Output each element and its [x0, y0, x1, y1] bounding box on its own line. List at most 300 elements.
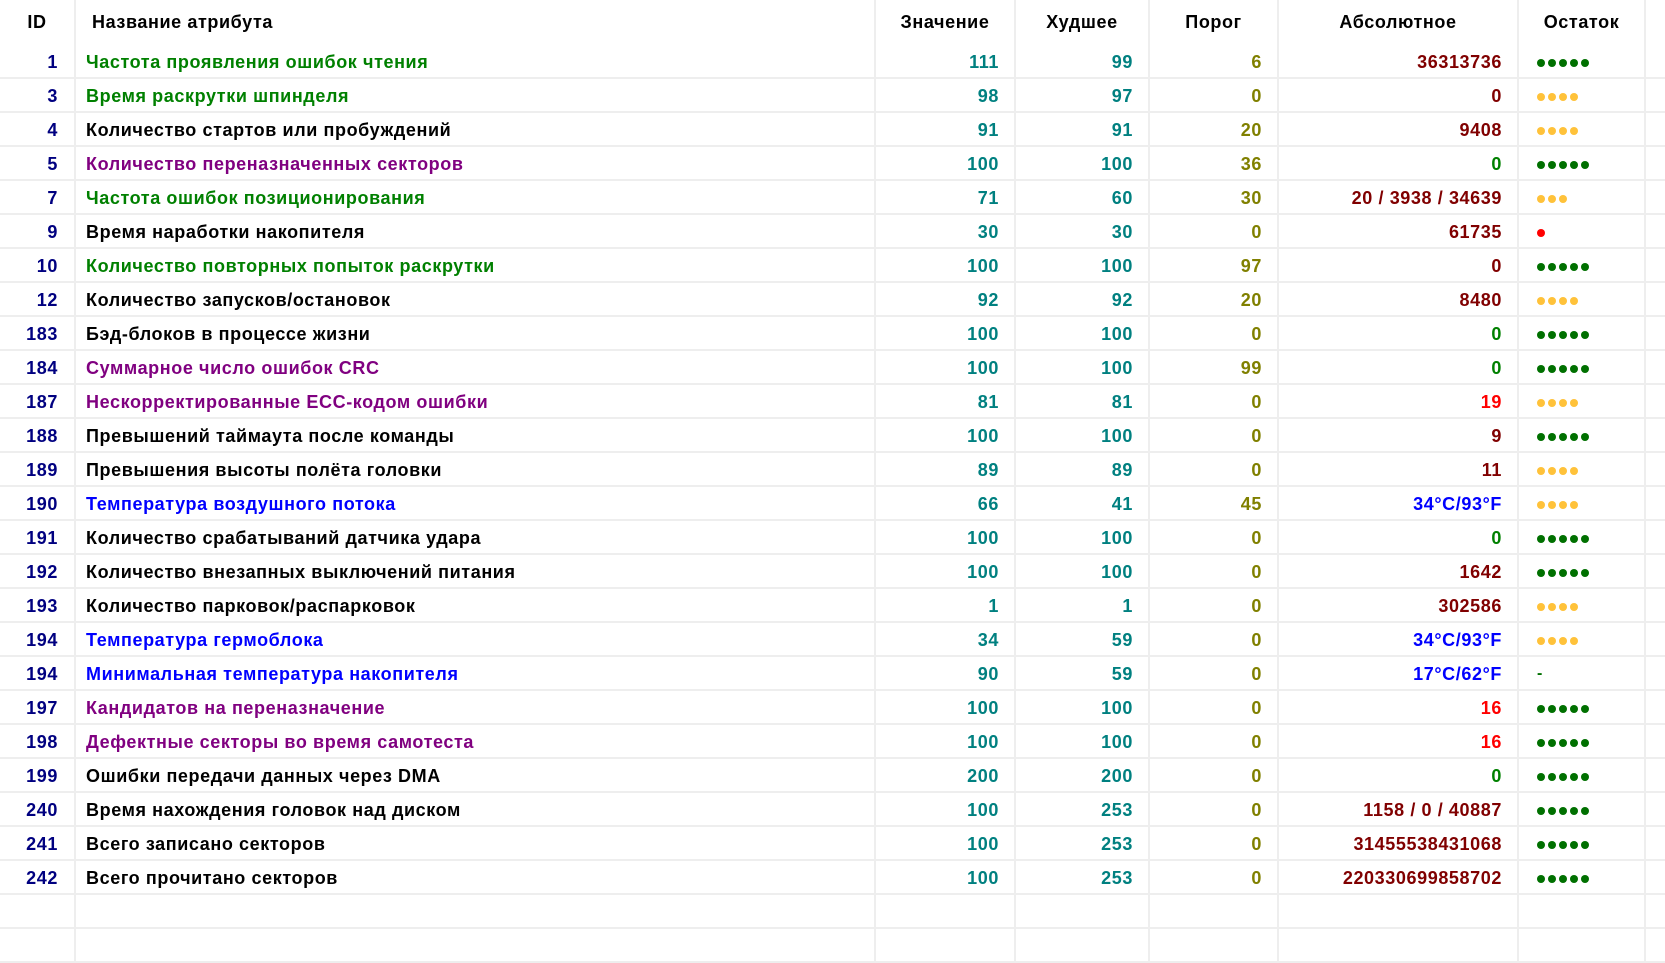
row-filler — [1646, 249, 1665, 283]
table-row[interactable] — [0, 283, 1665, 317]
health-dot-icon — [1537, 263, 1545, 271]
attribute-name: Всего прочитано секторов — [76, 861, 876, 895]
table-row[interactable] — [0, 861, 1665, 895]
health-dot-icon — [1570, 331, 1578, 339]
attribute-raw: 9 — [1279, 419, 1519, 453]
health-dot-icon — [1581, 569, 1589, 577]
health-dot-icon — [1548, 875, 1556, 883]
health-dot-icon — [1581, 875, 1589, 883]
attribute-name: Превышения высоты полёта головки — [76, 453, 876, 487]
attribute-id: 194 — [0, 623, 76, 657]
attribute-threshold: 0 — [1150, 827, 1279, 861]
attribute-threshold: 6 — [1150, 45, 1279, 79]
attribute-name: Всего записано секторов — [76, 827, 876, 861]
row-filler — [1646, 555, 1665, 589]
column-header-filler — [1646, 0, 1665, 45]
attribute-id: 197 — [0, 691, 76, 725]
table-row[interactable] — [0, 45, 1665, 79]
health-dot-icon — [1537, 433, 1545, 441]
attribute-worst: 1 — [1016, 589, 1150, 623]
table-row[interactable] — [0, 725, 1665, 759]
attribute-id: 184 — [0, 351, 76, 385]
attribute-remaining — [1519, 725, 1646, 759]
table-row[interactable] — [0, 793, 1665, 827]
health-dot-icon — [1570, 59, 1578, 67]
health-dot-icon — [1559, 705, 1567, 713]
health-dot-icon — [1548, 739, 1556, 747]
health-dot-icon — [1581, 535, 1589, 543]
health-dot-icon — [1559, 467, 1567, 475]
attribute-value: 90 — [876, 657, 1016, 691]
attribute-id: 241 — [0, 827, 76, 861]
attribute-worst: 99 — [1016, 45, 1150, 79]
attribute-worst: 100 — [1016, 147, 1150, 181]
attribute-name: Количество стартов или пробуждений — [76, 113, 876, 147]
attribute-raw: 16 — [1279, 691, 1519, 725]
health-dot-icon — [1570, 807, 1578, 815]
health-dot-icon — [1581, 365, 1589, 373]
attribute-id: 3 — [0, 79, 76, 113]
health-dot-icon — [1581, 807, 1589, 815]
attribute-id: 5 — [0, 147, 76, 181]
empty-cell — [1016, 895, 1150, 929]
attribute-threshold: 0 — [1150, 385, 1279, 419]
health-dot-icon — [1570, 569, 1578, 577]
attribute-remaining — [1519, 521, 1646, 555]
health-dot-icon — [1581, 161, 1589, 169]
attribute-raw: 302586 — [1279, 589, 1519, 623]
attribute-worst: 97 — [1016, 79, 1150, 113]
table-row[interactable] — [0, 249, 1665, 283]
table-row[interactable] — [0, 521, 1665, 555]
health-dot-icon — [1559, 841, 1567, 849]
attribute-id: 10 — [0, 249, 76, 283]
health-dot-icon — [1559, 875, 1567, 883]
empty-row — [0, 929, 1665, 963]
attribute-remaining — [1519, 419, 1646, 453]
attribute-worst: 41 — [1016, 487, 1150, 521]
health-dot-icon — [1548, 161, 1556, 169]
health-dot-icon — [1537, 59, 1545, 67]
row-filler — [1646, 181, 1665, 215]
row-filler — [1646, 215, 1665, 249]
health-dot-icon — [1548, 93, 1556, 101]
attribute-remaining — [1519, 759, 1646, 793]
attribute-value: 66 — [876, 487, 1016, 521]
empty-cell — [1016, 929, 1150, 963]
empty-cell — [1279, 895, 1519, 929]
attribute-raw: 9408 — [1279, 113, 1519, 147]
health-dot-icon — [1537, 841, 1545, 849]
attribute-threshold: 0 — [1150, 759, 1279, 793]
attribute-remaining — [1519, 45, 1646, 79]
attribute-name: Количество парковок/распарковок — [76, 589, 876, 623]
attribute-remaining — [1519, 487, 1646, 521]
attribute-name: Количество повторных попыток раскрутки — [76, 249, 876, 283]
row-filler — [1646, 725, 1665, 759]
attribute-raw: 220330699858702 — [1279, 861, 1519, 895]
attribute-value: 89 — [876, 453, 1016, 487]
health-dot-icon — [1537, 93, 1545, 101]
attribute-raw: 20 / 3938 / 34639 — [1279, 181, 1519, 215]
attribute-id: 199 — [0, 759, 76, 793]
health-dot-icon — [1548, 467, 1556, 475]
attribute-value: 100 — [876, 317, 1016, 351]
attribute-raw: 1642 — [1279, 555, 1519, 589]
attribute-threshold: 0 — [1150, 861, 1279, 895]
attribute-id: 9 — [0, 215, 76, 249]
attribute-raw: 0 — [1279, 759, 1519, 793]
health-dot-icon — [1537, 603, 1545, 611]
attribute-worst: 253 — [1016, 861, 1150, 895]
attribute-id: 192 — [0, 555, 76, 589]
attribute-threshold: 99 — [1150, 351, 1279, 385]
health-dot-icon — [1581, 263, 1589, 271]
health-dot-icon — [1537, 569, 1545, 577]
attribute-threshold: 36 — [1150, 147, 1279, 181]
table-row[interactable] — [0, 215, 1665, 249]
table-row[interactable] — [0, 487, 1665, 521]
attribute-value: 200 — [876, 759, 1016, 793]
attribute-remaining — [1519, 147, 1646, 181]
column-header-value[interactable]: Значение — [876, 0, 1016, 45]
attribute-id: 198 — [0, 725, 76, 759]
attribute-remaining — [1519, 317, 1646, 351]
attribute-threshold: 30 — [1150, 181, 1279, 215]
health-dot-icon — [1559, 93, 1567, 101]
health-dot-icon — [1559, 263, 1567, 271]
health-dot-icon — [1559, 433, 1567, 441]
health-dot-icon — [1548, 59, 1556, 67]
attribute-remaining — [1519, 351, 1646, 385]
table-row[interactable] — [0, 691, 1665, 725]
health-dot-icon — [1537, 297, 1545, 305]
attribute-worst: 100 — [1016, 555, 1150, 589]
attribute-threshold: 0 — [1150, 317, 1279, 351]
row-filler — [1646, 453, 1665, 487]
attribute-remaining — [1519, 385, 1646, 419]
attribute-worst: 59 — [1016, 623, 1150, 657]
attribute-worst: 100 — [1016, 249, 1150, 283]
table-row[interactable] — [0, 453, 1665, 487]
attribute-id: 4 — [0, 113, 76, 147]
health-dot-icon — [1570, 501, 1578, 509]
attribute-name: Количество срабатываний датчика удара — [76, 521, 876, 555]
health-dot-icon — [1581, 331, 1589, 339]
attribute-id: 7 — [0, 181, 76, 215]
attribute-value: 71 — [876, 181, 1016, 215]
health-dot-icon — [1559, 331, 1567, 339]
row-filler — [1646, 79, 1665, 113]
table-row[interactable] — [0, 113, 1665, 147]
attribute-worst: 253 — [1016, 827, 1150, 861]
health-dot-icon — [1581, 773, 1589, 781]
health-dot-icon — [1559, 297, 1567, 305]
row-filler — [1646, 827, 1665, 861]
empty-cell — [0, 929, 76, 963]
health-dot-icon — [1559, 807, 1567, 815]
attribute-value: 100 — [876, 147, 1016, 181]
attribute-raw: 31455538431068 — [1279, 827, 1519, 861]
row-filler — [1646, 419, 1665, 453]
attribute-name: Количество внезапных выключений питания — [76, 555, 876, 589]
row-filler — [1646, 691, 1665, 725]
attribute-id: 240 — [0, 793, 76, 827]
health-dot-icon — [1548, 535, 1556, 543]
attribute-id: 12 — [0, 283, 76, 317]
table-row[interactable] — [0, 827, 1665, 861]
health-dot-icon — [1537, 501, 1545, 509]
attribute-name: Частота проявления ошибок чтения — [76, 45, 876, 79]
empty-cell — [1150, 929, 1279, 963]
attribute-worst: 30 — [1016, 215, 1150, 249]
health-dot-icon — [1548, 603, 1556, 611]
health-dot-icon — [1570, 739, 1578, 747]
attribute-worst: 100 — [1016, 725, 1150, 759]
attribute-name: Бэд-блоков в процессе жизни — [76, 317, 876, 351]
attribute-raw: 0 — [1279, 317, 1519, 351]
health-dot-icon — [1548, 807, 1556, 815]
health-dot-icon — [1581, 739, 1589, 747]
row-filler — [1646, 657, 1665, 691]
health-dot-icon — [1559, 739, 1567, 747]
attribute-remaining — [1519, 453, 1646, 487]
health-dot-icon — [1548, 331, 1556, 339]
table-row[interactable] — [0, 759, 1665, 793]
health-dot-icon — [1570, 433, 1578, 441]
attribute-name: Суммарное число ошибок CRC — [76, 351, 876, 385]
health-dot-icon — [1548, 433, 1556, 441]
table-row[interactable] — [0, 623, 1665, 657]
row-filler — [1646, 623, 1665, 657]
table-header — [0, 0, 1665, 45]
attribute-threshold: 20 — [1150, 283, 1279, 317]
health-dot-icon — [1548, 841, 1556, 849]
health-dot-icon — [1559, 773, 1567, 781]
row-filler — [1646, 45, 1665, 79]
attribute-threshold: 0 — [1150, 589, 1279, 623]
health-dot-icon — [1548, 195, 1556, 203]
attribute-value: 100 — [876, 725, 1016, 759]
column-header-id[interactable]: ID — [0, 0, 76, 45]
health-dot-icon — [1559, 569, 1567, 577]
health-dot-icon — [1570, 161, 1578, 169]
health-dot-icon — [1559, 501, 1567, 509]
attribute-worst: 60 — [1016, 181, 1150, 215]
attribute-raw: 11 — [1279, 453, 1519, 487]
table-row[interactable] — [0, 385, 1665, 419]
attribute-threshold: 0 — [1150, 555, 1279, 589]
attribute-raw: 17°C/62°F — [1279, 657, 1519, 691]
attribute-raw: 19 — [1279, 385, 1519, 419]
health-dot-icon — [1581, 433, 1589, 441]
health-dot-icon — [1581, 705, 1589, 713]
attribute-value: 100 — [876, 521, 1016, 555]
health-dot-icon — [1570, 365, 1578, 373]
column-header-remaining[interactable]: Остаток — [1519, 0, 1646, 45]
column-header-raw[interactable]: Абсолютное — [1279, 0, 1519, 45]
health-dot-icon — [1570, 875, 1578, 883]
attribute-id: 194 — [0, 657, 76, 691]
health-dot-icon — [1570, 297, 1578, 305]
attribute-threshold: 0 — [1150, 623, 1279, 657]
health-dot-icon — [1559, 603, 1567, 611]
attribute-name: Время нахождения головок над диском — [76, 793, 876, 827]
row-filler — [1646, 385, 1665, 419]
health-dot-icon — [1559, 399, 1567, 407]
health-dot-icon — [1537, 365, 1545, 373]
empty-cell — [1150, 895, 1279, 929]
health-dot-icon — [1570, 263, 1578, 271]
health-dot-icon — [1570, 637, 1578, 645]
attribute-threshold: 0 — [1150, 521, 1279, 555]
empty-row — [0, 895, 1665, 929]
attribute-threshold: 0 — [1150, 453, 1279, 487]
attribute-value: 100 — [876, 351, 1016, 385]
attribute-worst: 253 — [1016, 793, 1150, 827]
attribute-worst: 200 — [1016, 759, 1150, 793]
attribute-remaining — [1519, 657, 1646, 691]
attribute-name: Частота ошибок позиционирования — [76, 181, 876, 215]
column-header-name[interactable]: Название атрибута — [76, 0, 876, 45]
attribute-worst: 100 — [1016, 691, 1150, 725]
empty-cell — [76, 895, 876, 929]
attribute-remaining — [1519, 249, 1646, 283]
attribute-raw: 16 — [1279, 725, 1519, 759]
health-dot-icon — [1570, 535, 1578, 543]
attribute-value: 92 — [876, 283, 1016, 317]
attribute-threshold: 0 — [1150, 793, 1279, 827]
health-dot-icon — [1537, 161, 1545, 169]
attribute-remaining — [1519, 283, 1646, 317]
attribute-id: 193 — [0, 589, 76, 623]
attribute-id: 187 — [0, 385, 76, 419]
attribute-threshold: 0 — [1150, 215, 1279, 249]
health-dot-icon — [1581, 841, 1589, 849]
attribute-remaining — [1519, 79, 1646, 113]
health-dot-icon — [1548, 705, 1556, 713]
attribute-raw: 34°C/93°F — [1279, 623, 1519, 657]
attribute-name: Нескорректированные ECC-кодом ошибки — [76, 385, 876, 419]
attribute-worst: 100 — [1016, 521, 1150, 555]
health-dot-icon — [1570, 773, 1578, 781]
row-filler — [1646, 793, 1665, 827]
attribute-name: Кандидатов на переназначение — [76, 691, 876, 725]
attribute-threshold: 0 — [1150, 691, 1279, 725]
attribute-value: 81 — [876, 385, 1016, 419]
health-dot-icon — [1537, 705, 1545, 713]
table-row[interactable] — [0, 79, 1665, 113]
attribute-name: Время наработки накопителя — [76, 215, 876, 249]
attribute-remaining — [1519, 623, 1646, 657]
table-body — [0, 45, 1665, 963]
attribute-threshold: 20 — [1150, 113, 1279, 147]
attribute-worst: 59 — [1016, 657, 1150, 691]
attribute-value: 100 — [876, 691, 1016, 725]
health-dot-icon — [1537, 739, 1545, 747]
attribute-value: 30 — [876, 215, 1016, 249]
empty-cell — [876, 929, 1016, 963]
attribute-name: Количество переназначенных секторов — [76, 147, 876, 181]
table-row[interactable] — [0, 657, 1665, 691]
attribute-name: Дефектные секторы во время самотеста — [76, 725, 876, 759]
column-header-threshold[interactable]: Порог — [1150, 0, 1279, 45]
row-filler — [1646, 589, 1665, 623]
attribute-id: 189 — [0, 453, 76, 487]
health-dot-icon — [1559, 637, 1567, 645]
attribute-worst: 100 — [1016, 317, 1150, 351]
table-row[interactable] — [0, 351, 1665, 385]
empty-cell — [876, 895, 1016, 929]
row-filler — [1646, 147, 1665, 181]
attribute-remaining — [1519, 589, 1646, 623]
health-dot-icon — [1548, 637, 1556, 645]
attribute-value: 100 — [876, 793, 1016, 827]
attribute-raw: 61735 — [1279, 215, 1519, 249]
attribute-worst: 92 — [1016, 283, 1150, 317]
attribute-threshold: 0 — [1150, 725, 1279, 759]
attribute-worst: 100 — [1016, 351, 1150, 385]
attribute-worst: 81 — [1016, 385, 1150, 419]
attribute-value: 100 — [876, 827, 1016, 861]
attribute-threshold: 45 — [1150, 487, 1279, 521]
attribute-remaining — [1519, 113, 1646, 147]
attribute-value: 1 — [876, 589, 1016, 623]
table-row[interactable] — [0, 555, 1665, 589]
health-dot-icon — [1537, 195, 1545, 203]
table-row[interactable] — [0, 419, 1665, 453]
attribute-raw: 1158 / 0 / 40887 — [1279, 793, 1519, 827]
attribute-remaining — [1519, 827, 1646, 861]
attribute-worst: 91 — [1016, 113, 1150, 147]
attribute-name: Ошибки передачи данных через DMA — [76, 759, 876, 793]
health-dot-icon — [1548, 297, 1556, 305]
attribute-raw: 34°C/93°F — [1279, 487, 1519, 521]
attribute-raw: 0 — [1279, 521, 1519, 555]
empty-cell — [1279, 929, 1519, 963]
attribute-id: 188 — [0, 419, 76, 453]
attribute-value: 100 — [876, 555, 1016, 589]
attribute-raw: 36313736 — [1279, 45, 1519, 79]
health-dot-icon — [1570, 127, 1578, 135]
attribute-value: 34 — [876, 623, 1016, 657]
attribute-threshold: 0 — [1150, 79, 1279, 113]
health-dot-icon — [1548, 773, 1556, 781]
table-row[interactable] — [0, 147, 1665, 181]
health-dot-icon — [1537, 331, 1545, 339]
health-dot-icon — [1548, 365, 1556, 373]
attribute-id: 1 — [0, 45, 76, 79]
health-dot-icon — [1570, 467, 1578, 475]
attribute-id: 183 — [0, 317, 76, 351]
attribute-id: 191 — [0, 521, 76, 555]
attribute-remaining — [1519, 215, 1646, 249]
attribute-value: 100 — [876, 249, 1016, 283]
table-row[interactable] — [0, 317, 1665, 351]
column-header-worst[interactable]: Худшее — [1016, 0, 1150, 45]
attribute-threshold: 0 — [1150, 657, 1279, 691]
attribute-worst: 100 — [1016, 419, 1150, 453]
table-row[interactable] — [0, 589, 1665, 623]
empty-cell — [0, 895, 76, 929]
attribute-name: Время раскрутки шпинделя — [76, 79, 876, 113]
table-row[interactable] — [0, 181, 1665, 215]
attribute-id: 242 — [0, 861, 76, 895]
attribute-value: 100 — [876, 861, 1016, 895]
row-filler — [1646, 351, 1665, 385]
attribute-raw: 0 — [1279, 147, 1519, 181]
health-dot-icon — [1570, 399, 1578, 407]
